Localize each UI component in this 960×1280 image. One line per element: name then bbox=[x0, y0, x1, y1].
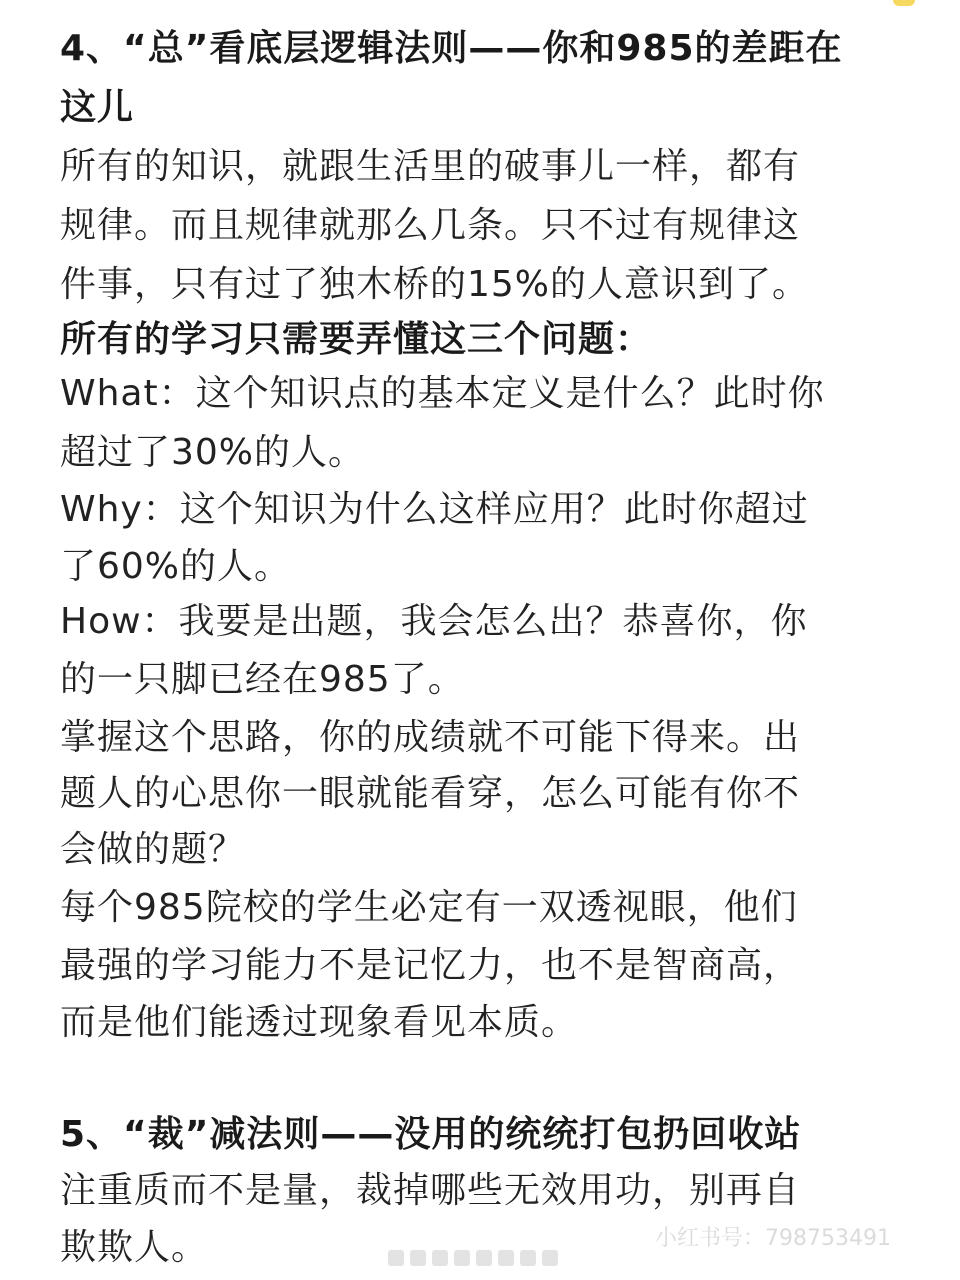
top-edge-marker bbox=[893, 0, 915, 6]
page-dot bbox=[476, 1250, 492, 1266]
page-dot bbox=[520, 1250, 536, 1266]
watermark: 小红书号：798753491 bbox=[655, 1226, 891, 1251]
body-text-line: 题人的心思你一眼就能看穿，怎么可能有你不 bbox=[60, 773, 801, 814]
body-text-line: 件事，只有过了独木桥的15%的人意识到了。 bbox=[60, 264, 810, 305]
why-question-line-1: Why：这个知识为什么这样应用？此时你超过 bbox=[60, 489, 809, 530]
what-question-line-2: 超过了30%的人。 bbox=[60, 432, 366, 473]
body-text-line: 而是他们能透过现象看见本质。 bbox=[60, 1002, 579, 1043]
section-4-heading-line-1: 4、“总”看底层逻辑法则——你和985的差距在 bbox=[60, 28, 843, 69]
page-dot bbox=[542, 1250, 558, 1266]
why-question-line-2: 了60%的人。 bbox=[60, 546, 292, 587]
body-text-line: 最强的学习能力不是记忆力，也不是智商高， bbox=[60, 945, 801, 986]
page-indicator bbox=[388, 1250, 558, 1266]
section-4-heading-line-2: 这儿 bbox=[60, 87, 135, 128]
page-dot bbox=[388, 1250, 404, 1266]
body-text-line: 每个985院校的学生必定有一双透视眼，他们 bbox=[60, 887, 798, 928]
section-5-heading: 5、“裁”减法则——没用的统统打包扔回收站 bbox=[60, 1114, 802, 1155]
three-questions-heading: 所有的学习只需要弄懂这三个问题： bbox=[60, 319, 653, 360]
how-question-line-1: How：我要是出题，我会怎么出？恭喜你，你 bbox=[60, 601, 808, 642]
page-dot bbox=[410, 1250, 426, 1266]
body-text-line: 欺欺人。 bbox=[60, 1227, 209, 1268]
page-dot bbox=[454, 1250, 470, 1266]
page-dot bbox=[432, 1250, 448, 1266]
body-text-line: 注重质而不是量，裁掉哪些无效用功，别再自 bbox=[60, 1170, 801, 1211]
body-text-line: 掌握这个思路，你的成绩就不可能下得来。出 bbox=[60, 717, 801, 758]
page-dot bbox=[498, 1250, 514, 1266]
body-text-line: 规律。而且规律就那么几条。只不过有规律这 bbox=[60, 205, 801, 246]
how-question-line-2: 的一只脚已经在985了。 bbox=[60, 659, 465, 700]
what-question-line-1: What：这个知识点的基本定义是什么？此时你 bbox=[60, 373, 825, 414]
body-text-line: 会做的题？ bbox=[60, 829, 246, 870]
body-text-line: 所有的知识，就跟生活里的破事儿一样，都有 bbox=[60, 146, 801, 187]
